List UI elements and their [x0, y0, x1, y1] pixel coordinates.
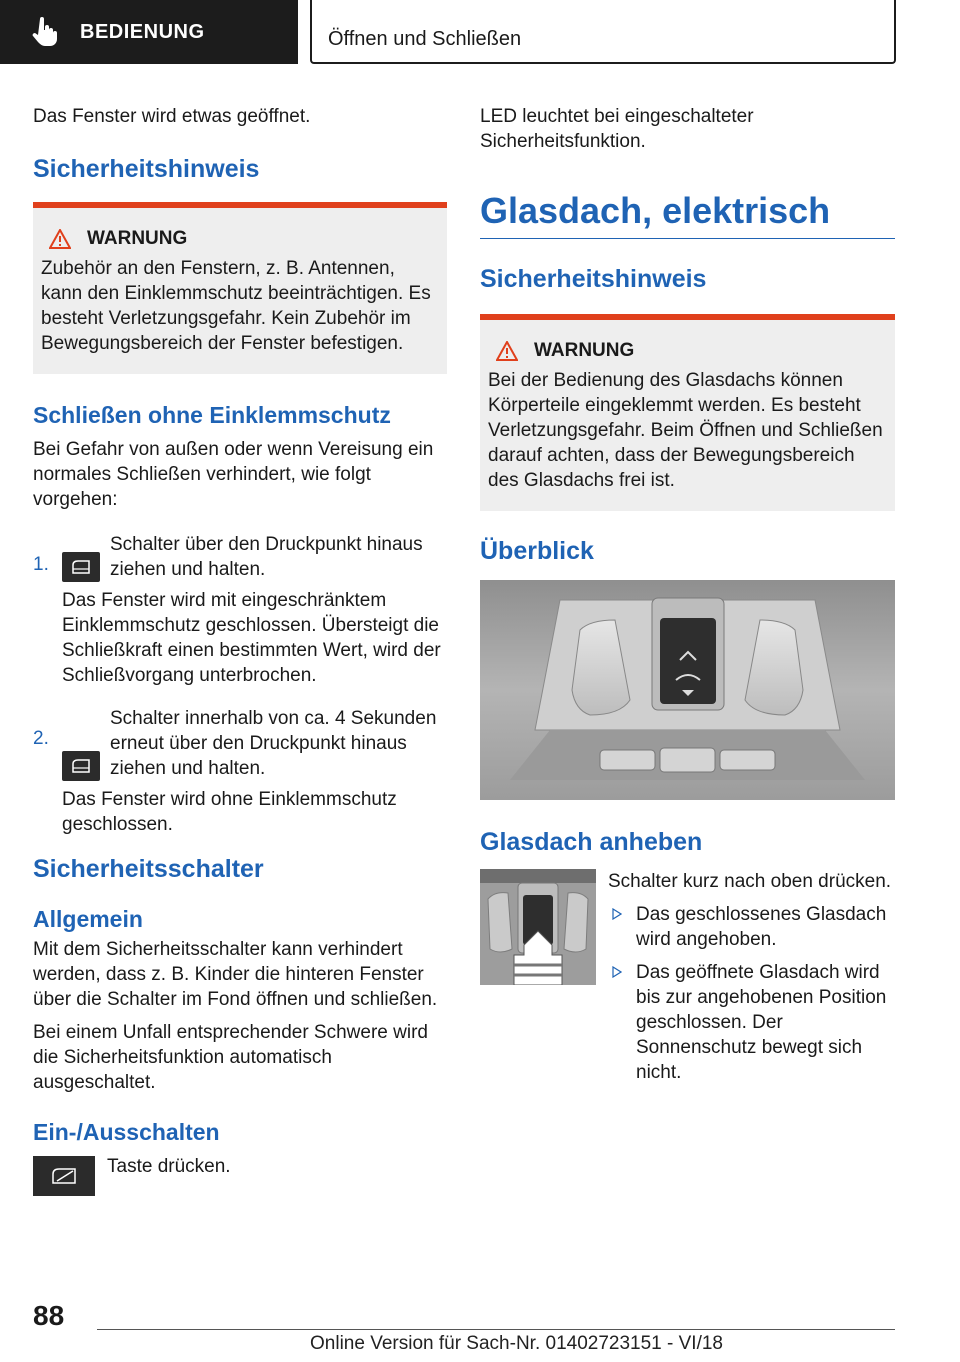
section-label: BEDIENUNG [80, 20, 205, 43]
list-item: Das geschlossenes Glasdach wird angehoben. [608, 902, 895, 952]
warning-box-sunroof [480, 314, 895, 511]
general-text-2: Bei einem Unfall entsprechender Schwere wird die Sicherheitsfunktion automatisch ausgeschaltet. [33, 1022, 428, 1093]
window-switch-icon [62, 552, 100, 582]
triangle-bullet-icon [612, 966, 622, 978]
safety-switch-button-icon [33, 1156, 95, 1196]
close-without-pinch-heading: Schließen ohne Einklemmschutz [33, 402, 391, 428]
triangle-bullet-icon [612, 908, 622, 920]
overview-heading: Überblick [480, 537, 594, 565]
warning-triangle-icon [496, 341, 518, 361]
window-switch-icon [62, 751, 100, 781]
raise-text-block [608, 869, 895, 1093]
onoff-row [33, 1154, 447, 1196]
warning-text: Zubehör an den Fenstern, z. B. Antennen, kann den Einklemmschutz beeinträchtigen. Es besteht Verletzungsgefahr. Kein Zubehör im Bewegungsbereich der Fenster befestigen. [41, 258, 431, 354]
sunroof-heading: Glasdach, elektrisch [480, 190, 895, 239]
footer-divider [97, 1329, 895, 1330]
step-subtext: Das Fenster wird ohne Einklemmschutz geschlossen. [62, 789, 397, 835]
right-column [480, 100, 895, 1093]
safety-switch-heading: Sicherheitsschalter [33, 855, 264, 883]
raise-row [480, 869, 895, 1093]
raise-text: Schalter kurz nach oben drücken. [608, 871, 892, 892]
onoff-heading: Ein-/Ausschalten [33, 1119, 220, 1145]
onoff-text: Taste drücken. [107, 1156, 231, 1177]
raise-switch-photo [480, 869, 596, 985]
safety-heading-right: Sicherheitshinweis [480, 265, 707, 293]
list-item: Das geöffnete Glasdach wird bis zur angehobenen Position geschlossen. Der Sonnenschutz bewegt sich nicht. [608, 960, 895, 1085]
step-item: 1. Schalter über den Druckpunkt hinaus ziehen und halten. Das Fenster wird mit eingeschränktem Einklemmschutz geschlossen. Übersteigt die Schließkraft einen bestimmten Wert, wird der Schließvorgang unterbrochen. [33, 532, 447, 688]
intro-text: Das Fenster wird etwas geöffnet. [33, 106, 311, 127]
raise-heading: Glasdach anheben [480, 828, 703, 856]
chapter-title: Öffnen und Schließen [328, 28, 522, 50]
general-text-1: Mit dem Sicherheitsschalter kann verhindert werden, dass z. B. Kinder die hinteren Fenster über die Schalter im Fond öffnen und schließen. [33, 939, 438, 1010]
warning-title: WARNUNG [49, 228, 439, 250]
led-text: LED leuchtet bei eingeschalteter Sicherheitsfunktion. [480, 106, 754, 152]
warning-text: Bei der Bedienung des Glasdachs können Körperteile eingeklemmt werden. Es besteht Verletzungsgefahr. Beim Öffnen und Schließen darauf achten, dass der Bewegungsbereich des Glasdachs frei ist. [488, 370, 883, 491]
safety-heading-left: Sicherheitshinweis [33, 155, 260, 183]
warning-box-windows [33, 202, 447, 374]
steps-list [33, 532, 447, 837]
chapter-header [310, 0, 896, 64]
hand-pointer-icon [32, 12, 72, 52]
close-text: Bei Gefahr von außen oder wenn Vereisung ein normales Schließen verhindert, wie folgt vorgehen: [33, 439, 434, 510]
roof-console-photo [480, 580, 895, 800]
section-tab [0, 0, 298, 64]
general-heading: Allgemein [33, 906, 143, 932]
page-number: 88 [33, 1300, 65, 1331]
step-item: 2. Schalter innerhalb von ca. 4 Sekunden erneut über den Druckpunkt hinaus ziehen und halten. Das Fenster wird ohne Einklemmschutz geschlossen. [33, 706, 447, 837]
left-column [33, 100, 447, 1196]
step-subtext: Das Fenster wird mit eingeschränktem Einklemmschutz geschlossen. Übersteigt die Schließkraft einen bestimmten Wert, wird der Schließvorgang unterbrochen. [62, 590, 441, 686]
online-version-text: Online Version für Sach-Nr. 01402723151 - VI/18 [310, 1333, 723, 1354]
warning-title: WARNUNG [496, 340, 887, 362]
warning-triangle-icon [49, 229, 71, 249]
